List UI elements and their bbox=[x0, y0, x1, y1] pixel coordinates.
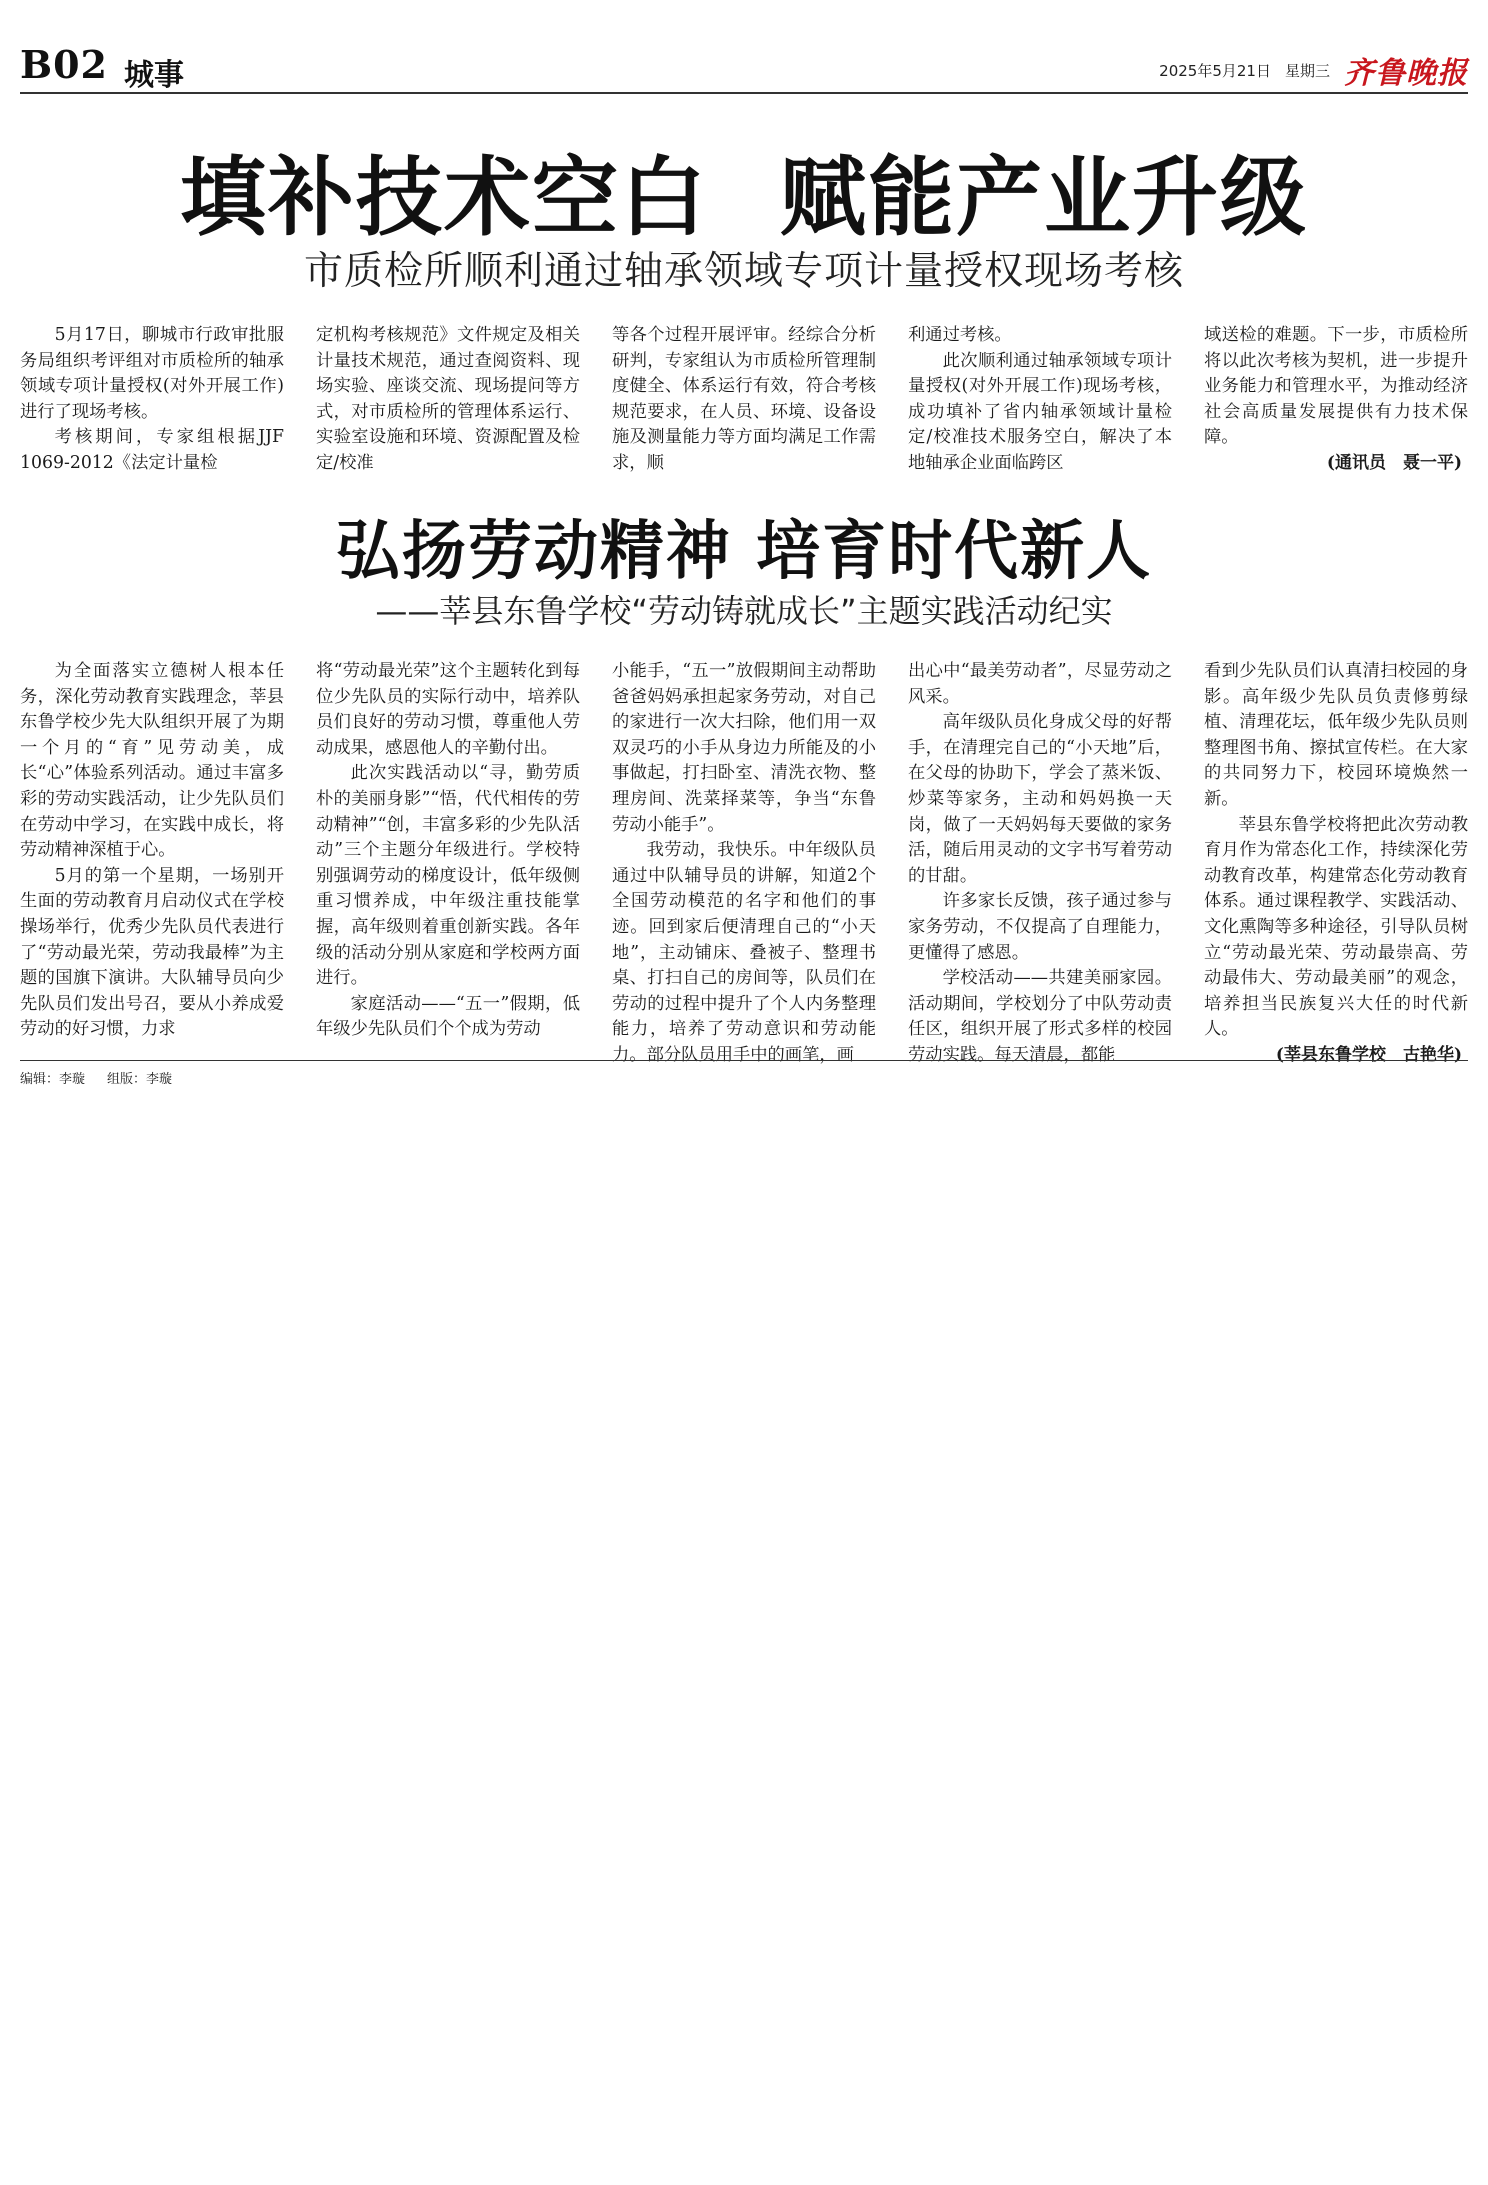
header-rule bbox=[20, 92, 1468, 94]
paragraph: 小能手，“五一”放假期间主动帮助爸爸妈妈承担起家务劳动，对自己的家进行一次大扫除，他们用一双双灵巧的小手从身边力所能及的小事做起，打扫卧室、清洗衣物、整理房间、洗菜择菜等，争当“东鲁劳动小能手”。 bbox=[612, 661, 876, 835]
issue-date: 2025年5月21日 bbox=[1159, 61, 1271, 80]
article1-column-4 bbox=[908, 323, 1172, 477]
section-name: 城事 bbox=[124, 58, 184, 93]
page-footer bbox=[20, 1068, 172, 1087]
page-number: B02 bbox=[20, 42, 108, 87]
article2-column-5 bbox=[1204, 659, 1468, 1069]
article1-column-3 bbox=[612, 323, 876, 477]
article1-column-2 bbox=[316, 323, 580, 477]
masthead-right bbox=[1159, 48, 1468, 92]
paragraph: 将“劳动最光荣”这个主题转化到每位少先队员的实际行动中，培养队员们良好的劳动习惯，尊重他人劳动成果，感恩他人的辛勤付出。 bbox=[316, 661, 580, 758]
paper-logo: 齐鲁晚报 bbox=[1344, 56, 1468, 91]
paragraph: 高年级队员化身成父母的好帮手，在清理完自己的“小天地”后，在父母的协助下，学会了蒸米饭、炒菜等家务，主动和妈妈换一天岗，做了一天妈妈每天要做的家务活，随后用灵动的文字书写着劳动的甘甜。 bbox=[908, 712, 1172, 886]
article2-byline: (莘县东鲁学校 古艳华) bbox=[1275, 1044, 1462, 1065]
footer-rule bbox=[20, 1060, 1468, 1061]
paragraph: 域送检的难题。下一步，市质检所将以此次考核为契机，进一步提升业务能力和管理水平，为推动经济社会高质量发展提供有力技术保障。 bbox=[1204, 325, 1468, 448]
paragraph: 我劳动，我快乐。中年级队员通过中队辅导员的讲解，知道2个全国劳动模范的名字和他们的事迹。回到家后便清理自己的“小天地”，主动铺床、叠被子、整理书桌、打扫自己的房间等，队员们在劳动的过程中提升了个人内务整理能力，培养了劳动意识和劳动能力。部分队员用手中的画笔，画 bbox=[612, 840, 876, 1065]
paragraph: 此次顺利通过轴承领域专项计量授权(对外开展工作)现场考核，成功填补了省内轴承领域计量检定/校准技术服务空白，解决了本地轴承企业面临跨区 bbox=[908, 350, 1172, 473]
article2-headline: 弘扬劳动精神 培育时代新人 bbox=[335, 514, 1153, 589]
paragraph: 5月17日，聊城市行政审批服务局组织考评组对市质检所的轴承领域专项计量授权(对外开展工作)进行了现场考核。 bbox=[20, 325, 284, 422]
paragraph: 许多家长反馈，孩子通过参与家务劳动，不仅提高了自理能力，更懂得了感恩。 bbox=[908, 891, 1172, 963]
article2-body bbox=[20, 659, 1468, 1069]
article2-column-1 bbox=[20, 659, 284, 1069]
issue-weekday: 星期三 bbox=[1284, 61, 1330, 80]
article1-column-5 bbox=[1204, 323, 1468, 477]
masthead bbox=[20, 40, 1468, 94]
article1-headline: 填补技术空白 赋能产业升级 bbox=[180, 147, 1308, 248]
paragraph: 定机构考核规范》文件规定及相关计量技术规范，通过查阅资料、现场实验、座谈交流、现场提问等方式，对市质检所的管理体系运行、实验室设施和环境、资源配置及检定/校准 bbox=[316, 325, 580, 473]
paragraph: 利通过考核。 bbox=[908, 325, 1012, 345]
paragraph: 此次实践活动以“寻，勤劳质朴的美丽身影”“悟，代代相传的劳动精神”“创，丰富多彩的少先队活动”三个主题分年级进行。学校特别强调劳动的梯度设计，低年级侧重习惯养成，中年级注重技能掌握，高年级则着重创新实践。各年级的活动分别从家庭和学校两方面进行。 bbox=[316, 763, 580, 989]
article2-column-4 bbox=[908, 659, 1172, 1069]
paragraph: 考核期间，专家组根据JJF 1069-2012《法定计量检 bbox=[20, 427, 284, 473]
paragraph: 等各个过程开展评审。经综合分析研判，专家组认为市质检所管理制度健全、体系运行有效，符合考核规范要求，在人员、环境、设备设施及测量能力等方面均满足工作需求，顺 bbox=[612, 325, 876, 473]
layout-credit: 组版：李璇 bbox=[107, 1072, 173, 1087]
paragraph: 莘县东鲁学校将把此次劳动教育月作为常态化工作，持续深化劳动教育改革，构建常态化劳动教育体系。通过课程教学、实践活动、文化熏陶等多种途径，引导队员树立“劳动最光荣、劳动最崇高、劳动最伟大、劳动最美丽”的观念，培养担当民族复兴大任的时代新人。 bbox=[1204, 814, 1468, 1040]
article1-byline: (通讯员 聂一平) bbox=[1326, 452, 1462, 473]
article1-body bbox=[20, 323, 1468, 477]
article2-column-3 bbox=[612, 659, 876, 1069]
article1-column-1 bbox=[20, 323, 284, 477]
paragraph: 5月的第一个星期，一场别开生面的劳动教育月启动仪式在学校操场举行，优秀少先队员代表进行了“劳动最光荣，劳动我最棒”为主题的国旗下演讲。大队辅导员向少先队员们发出号召，要从小养成爱劳动的好习惯，力求 bbox=[20, 865, 284, 1040]
paragraph: 家庭活动——“五一”假期，低年级少先队员们个个成为劳动 bbox=[316, 993, 580, 1040]
editor-credit: 编辑：李璇 bbox=[20, 1072, 86, 1087]
article2-subheadline: ——莘县东鲁学校“劳动铸就成长”主题实践活动纪实 bbox=[375, 592, 1113, 630]
article1-subheadline: 市质检所顺利通过轴承领域专项计量授权现场考核 bbox=[303, 249, 1184, 294]
paragraph: 学校活动——共建美丽家园。活动期间，学校划分了中队劳动责任区，组织开展了形式多样的校园劳动实践。每天清晨，都能 bbox=[908, 968, 1172, 1065]
paragraph: 看到少先队员们认真清扫校园的身影。高年级少先队员负责修剪绿植、清理花坛，低年级少先队员则整理图书角、擦拭宣传栏。在大家的共同努力下，校园环境焕然一新。 bbox=[1204, 661, 1468, 809]
article2-column-2 bbox=[316, 659, 580, 1069]
paragraph: 为全面落实立德树人根本任务，深化劳动教育实践理念，莘县东鲁学校少先大队组织开展了为期一个月的“育”见劳动美，成长“心”体验系列活动。通过丰富多彩的劳动实践活动，让少先队员们在劳动中学习，在实践中成长，将劳动精神深植于心。 bbox=[20, 661, 284, 861]
paragraph: 出心中“最美劳动者”，尽显劳动之风采。 bbox=[908, 661, 1172, 707]
